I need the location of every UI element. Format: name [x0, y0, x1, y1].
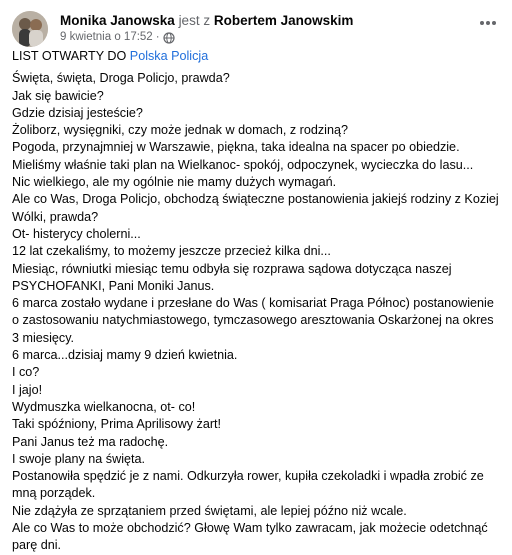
post-line: Ale co Was to może obchodzić? Głowę Wam tylko zawracam, jak możecie odetchnąć parę dni.	[12, 521, 488, 553]
post-body	[12, 48, 502, 555]
with-word: jest z	[178, 13, 211, 28]
post-line: 6 marca...dzisiaj mamy 9 dzień kwietnia.	[12, 348, 238, 363]
post-line: Wydmuszka wielkanocna, ot- co!	[12, 399, 196, 414]
post-line: I co?	[12, 365, 40, 380]
meta-separator: ·	[155, 31, 160, 43]
post-title	[12, 48, 502, 65]
post-line: I swoje plany na święta.	[12, 451, 146, 466]
tagged-person[interactable]: Robertem Janowskim	[213, 13, 354, 28]
post-line: Pani Janus też ma radochę.	[12, 434, 169, 449]
avatar[interactable]	[12, 11, 48, 47]
post-header	[12, 11, 500, 45]
post-meta	[60, 30, 175, 45]
post-line: Miesiąc, równiutki miesiąc temu odbyła się rozprawa sądowa dotycząca naszej PSYCHOFANKI, Pani Moniki Janus.	[12, 261, 452, 293]
post-line: Nie zdążyła ze sprzątaniem przed świętami, ale lepiej późno niż wcale.	[12, 503, 407, 518]
post-line: Taki spóźniony, Prima Aprilisowy żart!	[12, 417, 222, 432]
post-line: Pogoda, przynajmniej w Warszawie, piękna, taka idealna na spacer po obiedzie.	[12, 140, 460, 155]
post-line: Ale co Was, Droga Policjo, obchodzą świąteczne postanowienia jakiejś rodziny z Koziej Wólki, prawda?	[12, 192, 499, 224]
post-line: Święta, święta, Droga Policjo, prawda?	[12, 71, 230, 86]
globe-icon	[163, 32, 175, 44]
post-line: I jajo!	[12, 382, 43, 397]
post-line: Mieliśmy właśnie taki plan na Wielkanoc- spokój, odpoczynek, wycieczka do lasu...	[12, 157, 474, 172]
post-line: Żoliborz, wysięgniki, czy może jednak w domach, z rodziną?	[12, 123, 348, 138]
post-date[interactable]: 9 kwietnia o 17:52	[60, 31, 153, 43]
post-line: Jak się bawicie?	[12, 88, 104, 103]
post-line: Gdzie dzisiaj jesteście?	[12, 105, 143, 120]
post-line: Nic wielkiego, ale my ogólnie nie mamy dużych wymagań.	[12, 175, 337, 190]
post-line: 6 marca zostało wydane i przesłane do Was ( komisariat Praga Północ) postanowienie o zastosowaniu natychmiastowego, tymczasowego aresztowania Oskarżonej na okres 3 miesięcy.	[12, 296, 494, 345]
post-author-line	[60, 12, 353, 29]
mention-link[interactable]: Polska Policja	[129, 49, 209, 63]
post-line: Ot- histerycy cholerni...	[12, 226, 141, 241]
post-line: Postanowiła spędzić je z nami. Odkurzyła rower, kupiła czekoladki i wpadła zrobić ze mną porządek.	[12, 469, 484, 501]
author-name[interactable]: Monika Janowska	[60, 13, 175, 28]
post-line: 12 lat czekaliśmy, to możemy jeszcze przecież kilka dni...	[12, 244, 331, 259]
title-prefix: LIST OTWARTY DO	[12, 49, 130, 63]
more-options-icon[interactable]	[476, 13, 500, 33]
